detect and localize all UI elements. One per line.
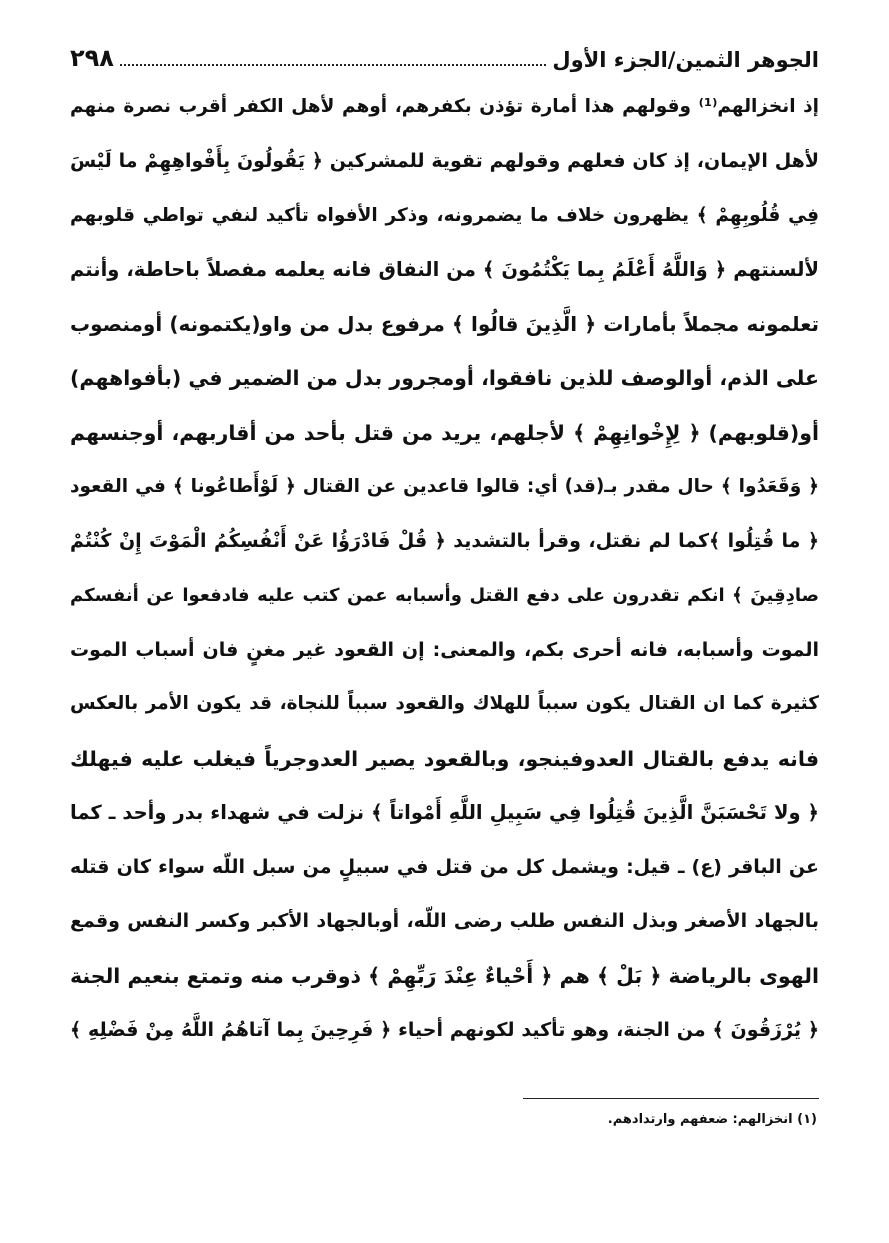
page-header (70, 38, 819, 72)
dotted-leader (120, 64, 546, 66)
text-line: أو(قلوبهم) ﴿ لِإِخْوانِهِمْ ﴾ لأجلهم، يريد من قتل بأحد من أقاربهم، أوجنسهم (70, 420, 819, 445)
text-line: بالجهاد الأصغر وبذل النفس طلب رضى اللّه، أوبالجهاد الأكبر وكسر النفس وقمع (70, 910, 819, 933)
text-line: فِي قُلُوبِهِمْ ﴾ يظهرون خلاف ما يضمرونه، وذكر الأفواه تأكيد لنفي تواطي قلوبهم (70, 204, 819, 226)
text-line: ﴿ وَقَعَدُوا ﴾ حال مقدر بـ(قد) أي: قالوا قاعدين عن القتال ﴿ لَوْأَطاعُونا ﴾ في القعود (70, 476, 819, 498)
running-title: الجوهر الثمين/الجزء الأول (552, 48, 819, 72)
text-line: فانه يدفع بالقتال العدوفينجو، وبالقعود يصير العدوجرياً فيغلب عليه فيهلك (70, 746, 819, 771)
text-line: صادِقِينَ ﴾ انكم تقدرون على دفع القتل وأسبابه عمن كتب عليه فادفعوا عن أنفسكم (70, 584, 819, 606)
text-line: ﴿ ولا تَحْسَبَنَّ الَّذِينَ قُتِلُوا فِي سَبِيلِ اللَّهِ أَمْواتاً ﴾ نزلت في شهداء بدر وأحد ـ كما (70, 800, 819, 824)
footnote: (١) انخزالهم: ضعفهم وارتدادهم. (607, 1112, 817, 1127)
text-line: كثيرة كما ان القتال يكون سبباً للهلاك والقعود سبباً للنجاة، قد يكون الأمر بالعكس (70, 693, 819, 715)
body-text (70, 80, 819, 1057)
text-line: ﴿ يُرْزَقُونَ ﴾ من الجنة، وهو تأكيد لكونهم أحياء ﴿ فَرِحِينَ بِما آتاهُمُ اللَّهُ مِنْ فَضْلِهِ ﴾ (70, 1019, 819, 1042)
text-line: الهوى بالرياضة ﴿ بَلْ ﴾ هم ﴿ أَحْياءٌ عِنْدَ رَبِّهِمْ ﴾ ذوقرب منه وتمتع بنعيم الجنة (70, 963, 819, 988)
text-line: الموت وأسبابه، فانه أحرى بكم، والمعنى: إن القعود غير مغنٍ فان أسباب الموت (70, 638, 819, 661)
text-line: لألسنتهم ﴿ وَاللَّهُ أَعْلَمُ بِما يَكْتُمُونَ ﴾ من النفاق فانه يعلمه مفصلاً باحاطة، وأنتم (70, 257, 819, 281)
footnote-separator (523, 1098, 819, 1099)
text-line: عن الباقر (ع) ـ قيل: ويشمل كل من قتل في سبيلٍ من سبل اللّه سواء كان قتله (70, 856, 819, 879)
text-line: تعلمونه مجملاً بأمارات ﴿ الَّذِينَ قالُوا ﴾ مرفوع بدل من واو(يكتمونه) أومنصوب (70, 312, 819, 337)
text-line: لأهل الإيمان، إذ كان فعلهم وقولهم تقوية للمشركين ﴿ يَقُولُونَ بِأَفْواهِهِمْ ما لَيْسَ (70, 150, 819, 173)
text-line: إذ انخزالهم⁽¹⁾ وقولهم هذا أمارة تؤذن بكفرهم، أوهم لأهل الكفر أقرب نصرة منهم (70, 96, 819, 117)
text-line: على الذم، أوالوصف للذين نافقوا، أومجرور بدل من الضمير في (بأفواههم) (70, 366, 819, 391)
page-number: ٢٩٨ (70, 44, 114, 72)
text-line: ﴿ ما قُتِلُوا ﴾كما لم نقتل، وقرأ بالتشديد ﴿ قُلْ فَادْرَؤُا عَنْ أَنْفُسِكُمُ الْمَوْتَ إِنْ كُنْتُمْ (70, 530, 819, 553)
